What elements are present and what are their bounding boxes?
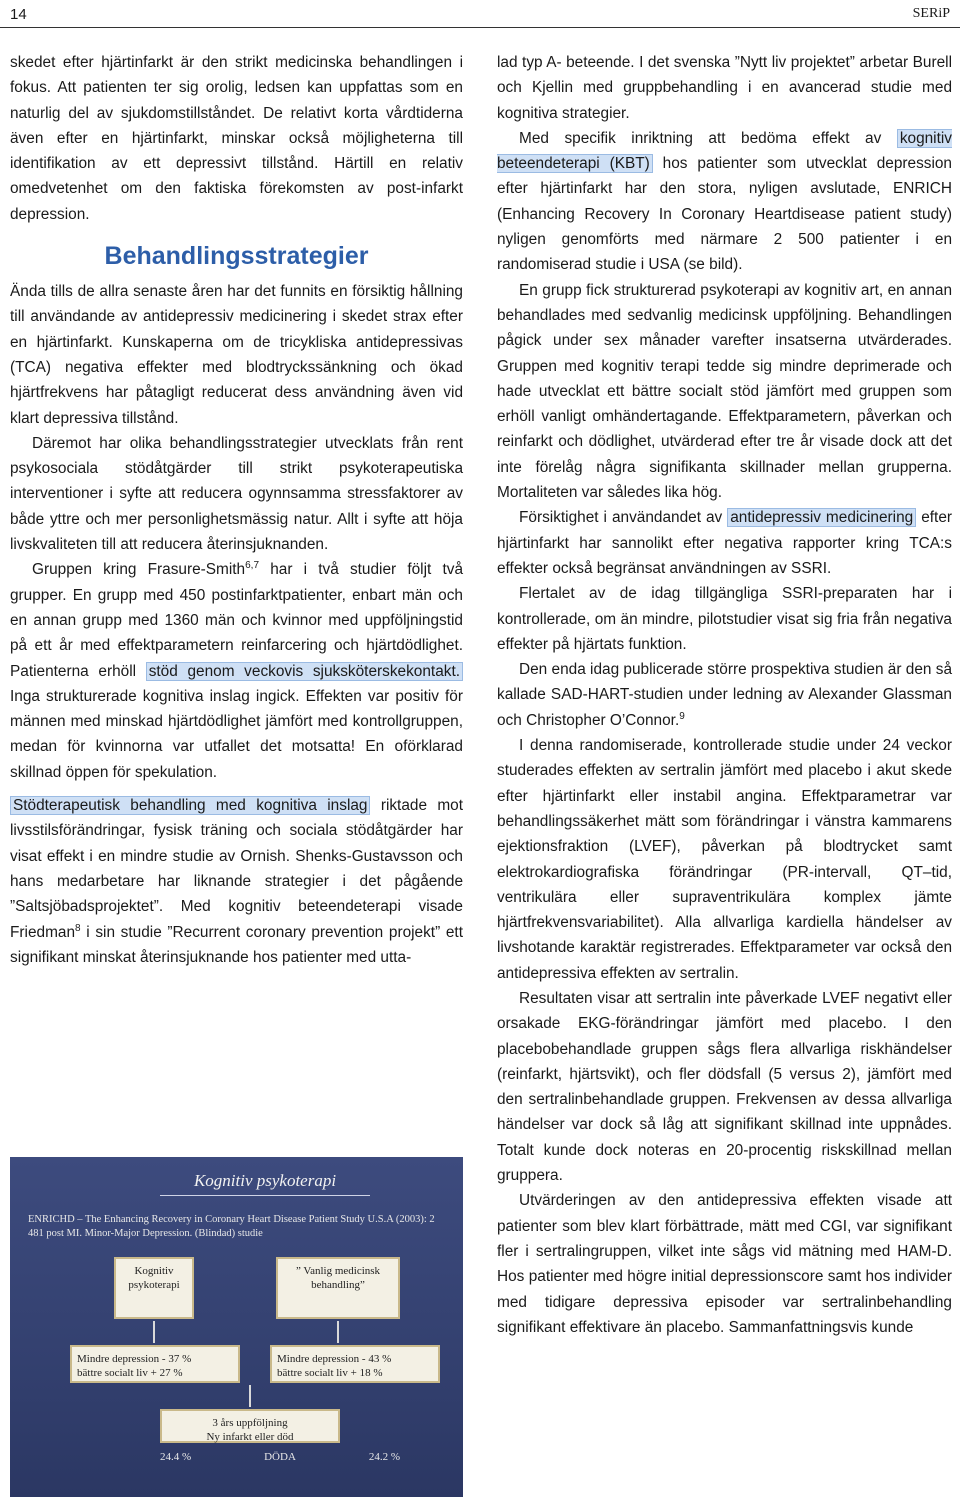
- citation-ref: 6,7: [245, 560, 260, 572]
- arrow-icon: [153, 1321, 155, 1343]
- paragraph: En grupp fick strukturerad psykoterapi av kognitiv art, en annan behandlades med sedvanlig medicinsk uppföljning. Behandlingen pågick under sex månader varefter insatserna utvärderades. Gruppen med kognitiv terapi tedde sig mindre deprimerade och hade utvecklat ett bättre socialt stöd jämfört med gruppen som erhöll vanligt omhändertagande. Effektparametern, påverkan och reinfarkt och dödlighet, utvärderad efter tre år visade dock att det inte förelåg några signifikanta skillnader mellan grupperna. Mortaliteten var således lika hög.: [497, 281, 952, 502]
- section-heading: Behandlingsstrategier: [104, 242, 369, 271]
- journal-name: SERiP: [912, 6, 950, 21]
- figure-box-vanlig: ” Vanlig medicinsk behandling”: [276, 1257, 400, 1319]
- right-column: [497, 50, 952, 1340]
- paragraph: skedet efter hjärtinfarkt är den strikt medicinska behandlingen i fokus. Att patienten ter sig orolig, ledsen kan uppfattas som en naturlig del av sjukdomstillståndet. De relativt korta vårdtiderna även efter en hjärtinfarkt, minskar också möjligheterna till identifikation av ett depressivt tillstånd. Härtill en relativ omedvetenhet om den faktiska förekomsten av post-infarkt depression.: [10, 54, 463, 223]
- paragraph: [10, 557, 463, 785]
- paragraph: Utvärderingen av den antidepressiva effekten visade att patienter som blev klart förbättrade, mätt med CGI, var signifikant fler i sertralingruppen, vilket inte sågs vid mätning med HAM-D. Hos patienter med högre initial depressionscore samt hos individer med tidigare depressiva episoder var sertralinbehandling signifikant effektivare än placebo. Sammanfattningsvis kunde: [497, 1192, 952, 1336]
- paragraph: [497, 505, 952, 581]
- citation-ref: 9: [679, 710, 685, 722]
- figure-result-left: [70, 1345, 240, 1383]
- text-run: Försiktighet i användandet av: [519, 509, 728, 527]
- text-run: har i två studier följt två grupper. En grupp med 450 postinfarktpatienter, enbart män och en annan grupp med 1360 män och kvinnor med uppföljningstid på ett år med effektparametern reinfarcering och hjärtdödlighet. Patienterna erhöll: [10, 561, 464, 680]
- text-run: Den enda idag publicerade större prospektiva studien är den så kallade SAD-HART-studien under ledning av Alexander Glassman och Christopher O’Connor.: [497, 661, 952, 729]
- result-line: bättre socialt liv + 27 %: [77, 1367, 183, 1379]
- arrow-icon: [249, 1385, 251, 1407]
- text-run: Med specifik inriktning att bedöma effekt av: [519, 129, 897, 147]
- highlighted-text: Stödterapeutisk behandling med kognitiva inslag: [10, 796, 370, 815]
- paragraph: Ända tills de allra senaste åren har det funnits en försiktig hållning till användande av antidepressiv medicinering i skedet strax efter en hjärtinfarkt. Kunskaperna om de tricykliska antidepressivas (TCA) negativa effekter med blodtryckssänkning och ökad hjärtfrekvens har påtagligt reducerat dess användning även vid klart depressiva tillstånd.: [10, 283, 463, 427]
- result-line: Mindre depression - 43 %: [277, 1353, 392, 1365]
- paragraph: Resultaten visar att sertralin inte påverkade LVEF negativt eller orsakade EKG-förändringar jämfört med placebo. I den placebobehandlade gruppen sågs flera allvarliga riskhändelser (reinfarkt, hjärtsvikt), och fler dödsfall (5 versus 2), jämfört med den sertralinbehandlade gruppen. Frekvensen av dessa allvarliga händelser var dock så låg att signifikant skillnad inte uppnådes. Totalt kunde dock noteras en 20-procentig riskskillnad mellan gruppera.: [497, 989, 952, 1185]
- outcome-left: 24.4 %: [160, 1451, 192, 1463]
- figure-kognitiv-psykoterapi: [10, 1157, 463, 1497]
- paragraph: [497, 126, 952, 278]
- paragraph: [10, 793, 463, 970]
- text-run: hos patienter som utvecklat depression efter hjärtinfarkt har den stora, nyligen avslutade, ENRICH (Enhancing Recovery In Coronary Heartdisease patient study) nyligen genomförts med närmare 2 500 patienter i en randomiserad studie i USA (se bild).: [497, 155, 952, 274]
- paragraph: [497, 657, 952, 733]
- paragraph: Däremot har olika behandlingsstrategier utvecklats från rent psykosociala stödåtgärder till strikt psykoterapeutiska interventioner i syfte att reducera ogynnsamma stressfaktorer av både yttre och mer personlighetsmässig natur. Allt i syfte att höja livskvaliteten till att reducera återinsjuknanden.: [10, 434, 463, 554]
- figure-outcome-row: [160, 1451, 400, 1463]
- paragraph: lad typ A- beteende. I det svenska ”Nytt liv projektet” arbetar Burell och Kjellin med gruppbehandling i en avancerad studie med kognitiva strategier.: [497, 54, 952, 122]
- followup-line: 3 års uppföljning: [212, 1417, 288, 1429]
- outcome-label: DÖDA: [264, 1451, 296, 1463]
- text-run: i sin studie ”Recurrent coronary prevention projekt” ett signifikant minskat återinsjuknande hos patienter med utta-: [10, 923, 463, 966]
- left-column: [10, 50, 463, 970]
- arrow-icon: [337, 1321, 339, 1343]
- figure-followup: [160, 1409, 340, 1443]
- text-run: efter hjärtinfarkt har sannolikt efter negativa rapporter kring TCA:s effekter också begränsat användningen av SSRI.: [497, 509, 953, 577]
- page-number: 14: [10, 6, 27, 23]
- result-line: bättre socialt liv + 18 %: [277, 1367, 383, 1379]
- paragraph: Flertalet av de idag tillgängliga SSRI-preparaten har i kontrollerade, om än mindre, pilotstudier visat sig fria från negativa effekter på hjärtats funktion.: [497, 585, 952, 653]
- outcome-right: 24.2 %: [368, 1451, 400, 1463]
- highlighted-text: kognitiv beteendeterapi (KBT): [497, 129, 952, 173]
- figure-subtitle: ENRICHD – The Enhancing Recovery in Coronary Heart Disease Patient Study U.S.A (2003): 2 481 post MI. Minor-Major Depression. (Blindad) studie: [28, 1214, 435, 1239]
- highlighted-text: stöd genom veckovis sjuksköterskekontakt.: [146, 662, 463, 681]
- highlighted-text: antidepressiv medicinering: [727, 508, 916, 527]
- citation-ref: 8: [75, 922, 81, 934]
- page-header: [0, 0, 960, 26]
- result-line: Mindre depression - 37 %: [77, 1353, 192, 1365]
- figure-box-kognitiv: Kognitiv psykoterapi: [114, 1257, 194, 1319]
- text-run: Inga strukturerade kognitiva inslag ingick. Effekten var positiv för männen med minskad hjärtdödlighet jämfört med kontrollgruppen, medan för kvinnorna var utfallet det motsatta! En oförklarad skillnad öppen för spekulation.: [10, 687, 463, 781]
- paragraph: I denna randomiserade, kontrollerade studie under 24 veckor studerades effekten av sertralin jämfört med placebo i akut skede efter hjärtinfarkt eller instabil angina. Effektparametrar var behandlingssäkerhet mätt som förändringar i vänstra kammarens ejektionsfraktion (LVEF), påverkan på blodtrycket samt elektrokardiografiska förändringar (PR-intervall, QT–tid, ventrikulära eller supraventrikulära komplex jämte hjärtfrekvensvariabilitet). Alla allvarliga kardiella händelser av livshotande karaktär registrerades. Effektparameter var också den antidepressiva effekten av sertralin.: [497, 737, 952, 982]
- text-run: riktade mot livsstilsförändringar, fysisk träning och sociala stödåtgärder har visat effekt i en mindre studie av Ornish. Shenks-Gustavsson och hans medarbetare har liknande strategier i det pågående ”Saltsjöbadsprojektet”. Med kognitiv beteendeterapi visade Friedman: [10, 797, 463, 941]
- text-run: Gruppen kring Frasure-Smith: [32, 561, 246, 579]
- followup-line: Ny infarkt eller död: [206, 1431, 294, 1443]
- figure-title: Kognitiv psykoterapi: [160, 1171, 370, 1196]
- figure-result-right: [270, 1345, 440, 1383]
- header-rule: [0, 27, 960, 28]
